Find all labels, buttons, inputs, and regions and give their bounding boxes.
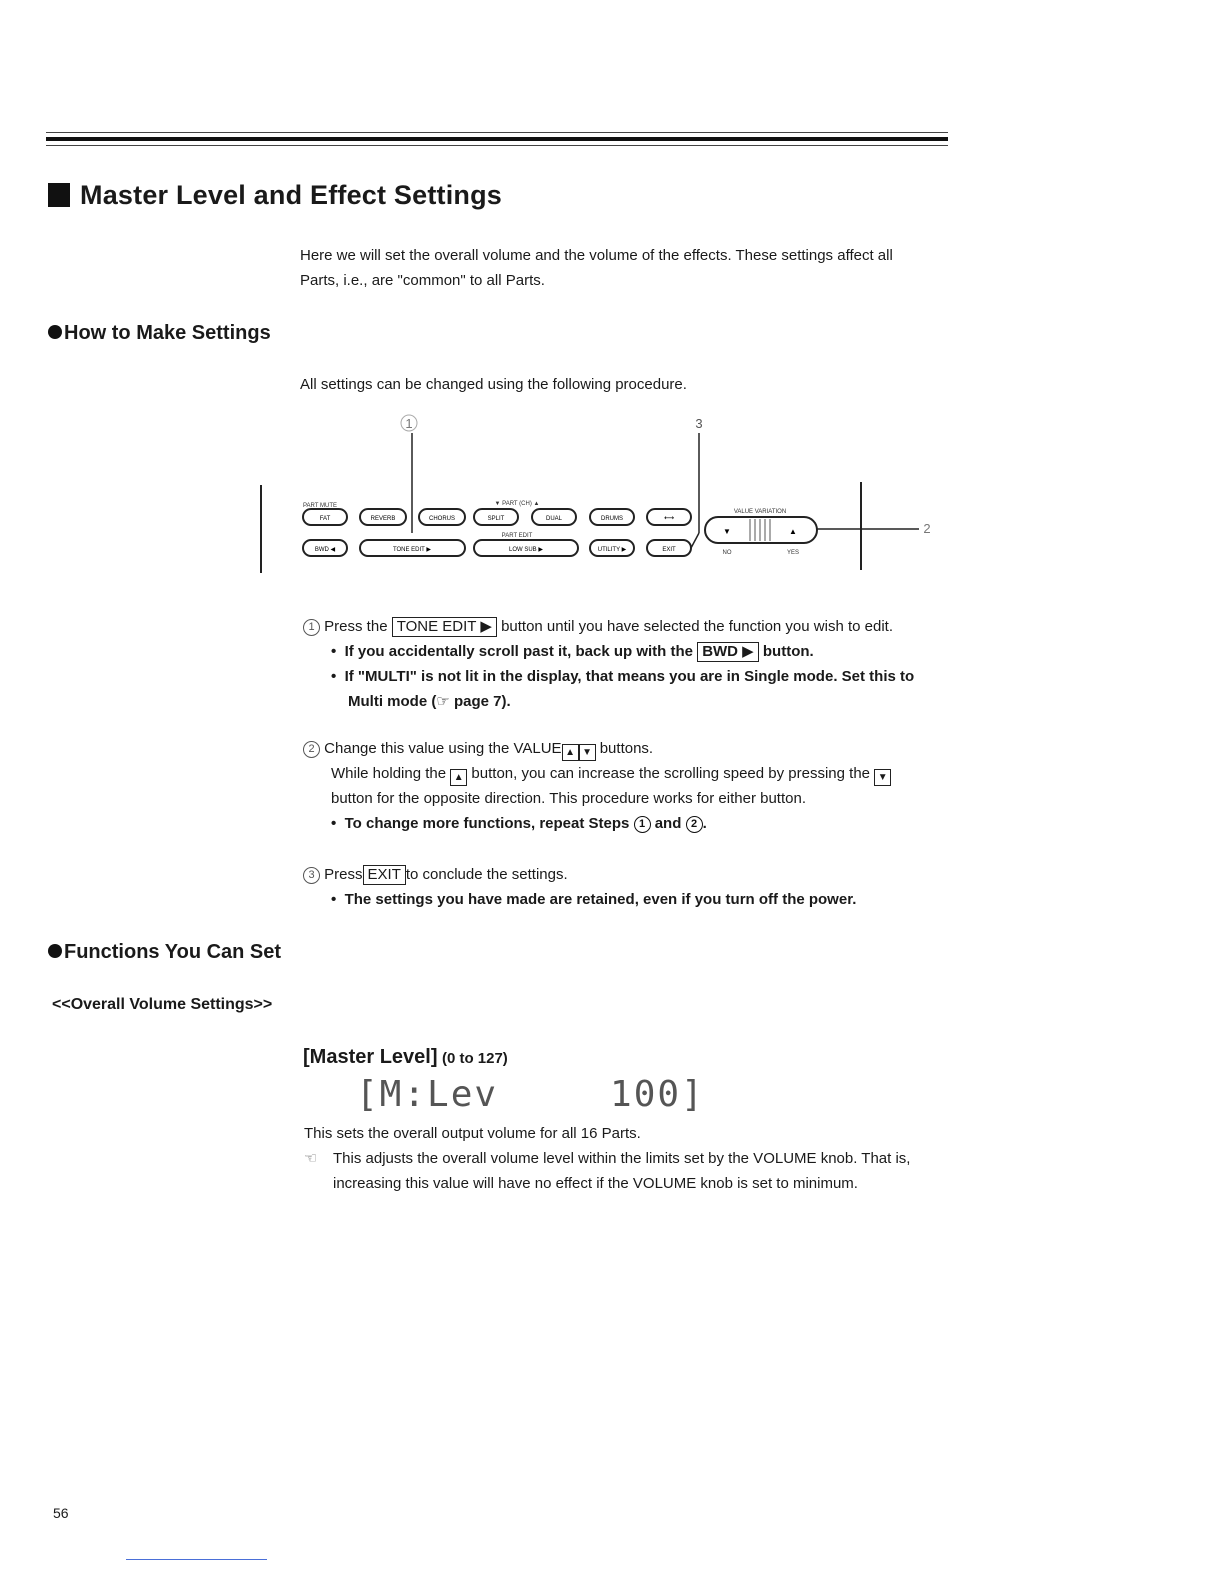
intro-paragraph: Here we will set the overall volume and the volume of the effects. These settings affect all Parts, i.e., are "common" to all Parts. xyxy=(300,247,893,289)
panel-button-exit[interactable] xyxy=(647,540,691,556)
lcd-right: 100] xyxy=(610,1074,705,1115)
param-name: [Master Level] xyxy=(303,1046,438,1068)
callout-2: 2 xyxy=(923,521,931,536)
bullet-icon xyxy=(48,325,62,339)
svg-text:REVERB: REVERB xyxy=(370,516,396,522)
value-buttons[interactable] xyxy=(705,517,817,543)
step-1-note-1: • If you accidentally scroll past it, back up with the BWD ▶ button. xyxy=(331,643,814,660)
step-1-note-2: • If "MULTI" is not lit in the display, that means you are in Single mode. Set this to Multi mode (☞ page 7). xyxy=(331,668,915,710)
svg-text:BWD ◀: BWD ◀ xyxy=(314,547,336,553)
pointing-hand-icon: ☜ xyxy=(304,1150,318,1167)
lcd-display xyxy=(356,1074,705,1115)
panel-button-drums[interactable] xyxy=(590,509,634,525)
panel-button-split[interactable] xyxy=(474,509,518,525)
panel-button-reverb[interactable] xyxy=(360,509,406,525)
header-rule-bottom xyxy=(46,145,948,146)
panel-button-utility[interactable] xyxy=(590,540,634,556)
master-level-parameter xyxy=(303,1046,508,1069)
value-up-icon: ▲ xyxy=(562,744,579,761)
bwd-button-ref: BWD ▶ xyxy=(697,642,759,662)
svg-text:LOW SUB ▶: LOW SUB ▶ xyxy=(509,547,543,553)
tone-edit-button-ref: TONE EDIT ▶ xyxy=(392,617,497,637)
callout-1: 1 xyxy=(405,416,413,431)
front-panel-diagram xyxy=(255,410,955,580)
step-2-number: 2 xyxy=(303,741,320,758)
part-edit-label: PART EDIT xyxy=(501,533,533,539)
value-down-icon: ▼ xyxy=(579,744,596,761)
header-rule xyxy=(46,137,948,141)
functions-heading: Functions You Can Set xyxy=(48,941,281,964)
step-2-note: • To change more functions, repeat Steps 1 and 2 . xyxy=(331,815,707,832)
panel-button-dual[interactable] xyxy=(532,509,576,525)
exit-button-ref: EXIT xyxy=(363,865,406,885)
yes-label: YES xyxy=(786,550,800,556)
part-mute-label: PART MUTE xyxy=(303,503,338,509)
step-1: 1 Press the TONE EDIT ▶ button until you have selected the function you wish to edit. • If you accidentally scroll past it, back up with the BWD ▶ button. • If "MULTI" is not lit in the display, that means you are in Single mode. Set this to Multi mode (☞ page 7). xyxy=(303,614,963,714)
overall-volume-subheading: <<Overall Volume Settings>> xyxy=(52,996,273,1013)
svg-text:EXIT: EXIT xyxy=(662,547,676,553)
value-variation-label: VALUE VARIATION xyxy=(733,509,787,515)
panel-button-arrow[interactable] xyxy=(647,509,691,525)
value-up-icon: ▲ xyxy=(789,527,797,536)
svg-text:FAT: FAT xyxy=(319,516,331,522)
callout-3: 3 xyxy=(695,416,703,431)
how-to-heading: How to Make Settings xyxy=(48,322,271,345)
callout-3-connector xyxy=(691,533,699,548)
param-range: (0 to 127) xyxy=(441,1050,508,1067)
value-down-icon: ▼ xyxy=(874,769,891,786)
svg-text:UTILITY ▶: UTILITY ▶ xyxy=(597,547,627,553)
panel-button-fat[interactable] xyxy=(303,509,347,525)
step-2: 2 Change this value using the VALUE ▲ ▼ buttons. While holding the ▲ button, you can increase the scrolling speed by pressing the ▼ button for the opposite direction. This procedure works for either button. • To change more functions, repeat Steps 1 and 2 . xyxy=(303,736,963,836)
svg-text:CHORUS: CHORUS xyxy=(428,516,456,522)
panel-button-bwd[interactable] xyxy=(303,540,347,556)
panel-button-tone-edit[interactable] xyxy=(360,540,465,556)
panel-button-low-sub[interactable] xyxy=(474,540,578,556)
panel-button-chorus[interactable] xyxy=(419,509,465,525)
part-ch-label: ▼ PART (CH) ▲ xyxy=(494,501,540,507)
master-level-description: This sets the overall output volume for all 16 Parts. ☜ This adjusts the overall volume level within the limits set by the VOLUME knob. That is, increasing this value will have no effect if the VOLUME knob is set to minimum. xyxy=(304,1121,984,1196)
svg-text:DRUMS: DRUMS xyxy=(601,516,623,522)
value-up-icon: ▲ xyxy=(450,769,467,786)
lcd-left: [M:Lev xyxy=(356,1074,499,1115)
page-title: Master Level and Effect Settings xyxy=(48,180,502,211)
step-3-number: 3 xyxy=(303,867,320,884)
master-level-note: ☜ This adjusts the overall volume level within the limits set by the VOLUME knob. That is, increasing this value will have no effect if the VOLUME knob is set to minimum. xyxy=(304,1146,984,1196)
svg-text:DUAL: DUAL xyxy=(545,516,563,522)
bottom-underline xyxy=(126,1559,267,1560)
svg-text:⟷: ⟷ xyxy=(663,515,675,522)
value-down-icon: ▼ xyxy=(723,527,731,536)
no-label: NO xyxy=(722,550,732,556)
svg-text:TONE EDIT ▶: TONE EDIT ▶ xyxy=(392,547,432,553)
page-number: 56 xyxy=(53,1505,69,1521)
step-3: 3 Press EXIT to conclude the settings. • The settings you have made are retained, even if you turn off the power. xyxy=(303,862,963,912)
bullet-icon xyxy=(48,944,62,958)
header-rule-top xyxy=(46,132,948,133)
how-to-lead: All settings can be changed using the following procedure. xyxy=(300,376,687,393)
step-1-number: 1 xyxy=(303,619,320,636)
square-bullet-icon xyxy=(48,183,70,207)
step-3-note: • The settings you have made are retained, even if you turn off the power. xyxy=(331,891,857,908)
svg-text:SPLIT: SPLIT xyxy=(487,516,505,522)
